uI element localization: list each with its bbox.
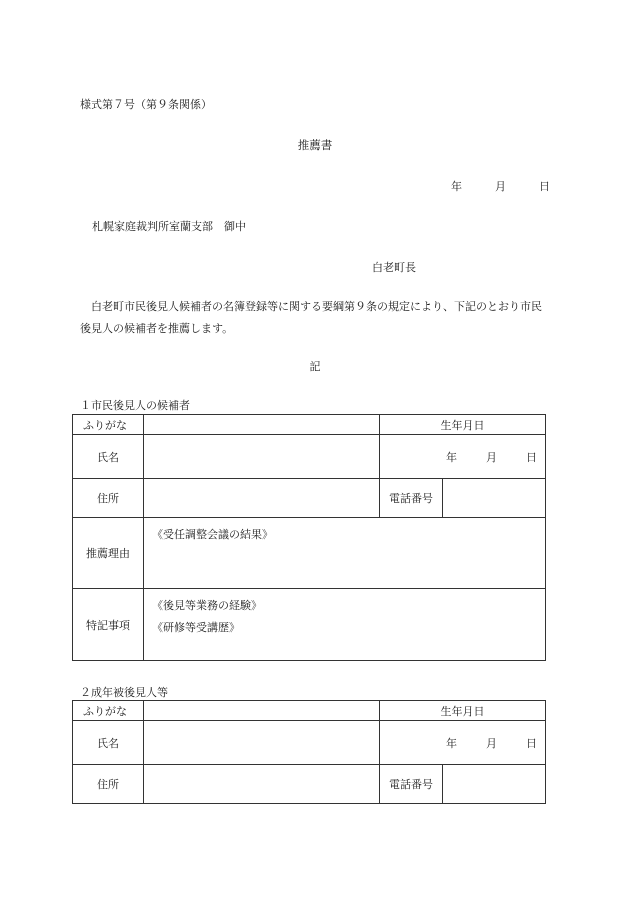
ward-furigana-label: ふりがな (73, 701, 144, 721)
candidate-table (72, 414, 546, 661)
furigana-field[interactable] (144, 415, 380, 435)
ward-furigana-field[interactable] (144, 701, 380, 721)
ward-address-label: 住所 (73, 765, 144, 804)
name-label: 氏名 (73, 435, 144, 479)
special-note-training: 《研修等受講歴》 (152, 621, 240, 634)
furigana-label: ふりがな (73, 415, 144, 435)
reason-label: 推薦理由 (73, 518, 144, 589)
ward-birth-year: 年 (446, 736, 457, 750)
birth-year: 年 (446, 450, 457, 464)
address-label: 住所 (73, 479, 144, 518)
ward-birthdate-label: 生年月日 (380, 701, 546, 721)
ward-birth-day: 日 (526, 736, 537, 750)
date-month: 月 (495, 180, 506, 193)
phone-field[interactable] (443, 479, 546, 518)
birthdate-field[interactable] (380, 435, 546, 479)
ward-table (72, 700, 546, 804)
form-number: 様式第７号（第９条関係） (80, 98, 212, 111)
date-year: 年 (451, 180, 462, 193)
ward-name-label: 氏名 (73, 721, 144, 765)
reason-note: 《受任調整会議の結果》 (152, 528, 273, 541)
section2-heading: ２成年被後見人等 (80, 686, 168, 699)
ward-phone-label: 電話番号 (380, 765, 443, 804)
ward-phone-field[interactable] (443, 765, 546, 804)
address-field[interactable] (144, 479, 380, 518)
ward-name-field[interactable] (144, 721, 380, 765)
ki-heading: 記 (309, 360, 321, 373)
sender: 白老町長 (372, 261, 416, 274)
special-note-experience: 《後見等業務の経験》 (152, 599, 262, 612)
special-label: 特記事項 (73, 589, 144, 661)
special-field[interactable] (144, 589, 546, 661)
name-field[interactable] (144, 435, 380, 479)
ward-address-field[interactable] (144, 765, 380, 804)
date-day: 日 (539, 180, 550, 193)
birth-month: 月 (486, 450, 497, 464)
ward-birthdate-field[interactable] (380, 721, 546, 765)
reason-field[interactable] (144, 518, 546, 589)
ward-birth-month: 月 (486, 736, 497, 750)
date-line (451, 178, 550, 194)
section1-heading: １市民後見人の候補者 (80, 399, 190, 412)
birthdate-label: 生年月日 (380, 415, 546, 435)
addressee: 札幌家庭裁判所室蘭支部 御中 (92, 220, 246, 233)
phone-label: 電話番号 (380, 479, 443, 518)
body-text: 白老町市民後見人候補者の名簿登録等に関する要綱第９条の規定により、下記のとおり市民後見人の候補者を推薦します。 (80, 300, 542, 335)
birth-day: 日 (526, 450, 537, 464)
document-title: 推薦書 (297, 138, 333, 152)
